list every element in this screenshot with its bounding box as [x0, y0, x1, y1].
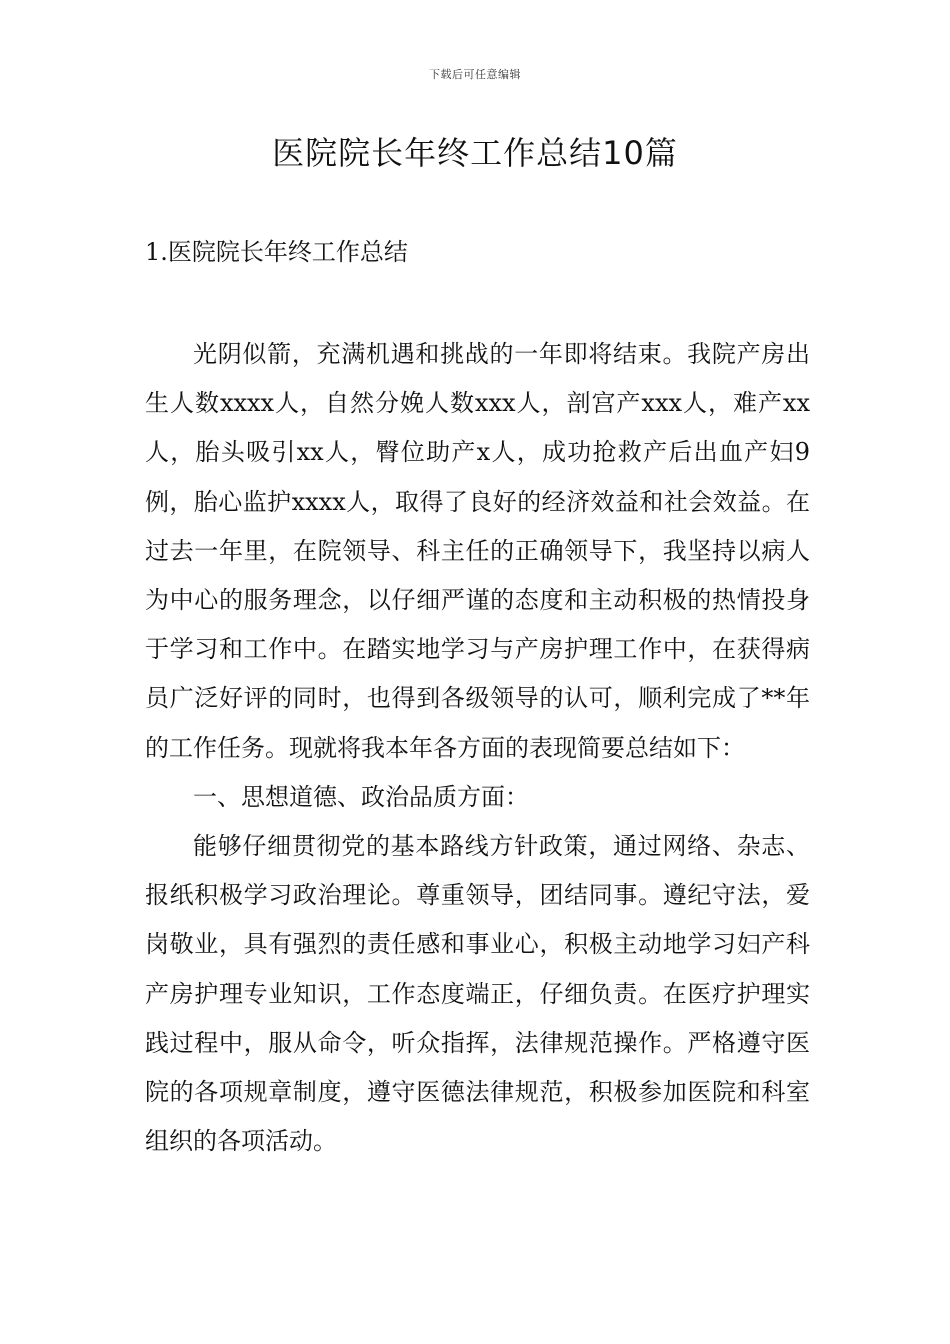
- document-title: 医院院长年终工作总结10篇: [272, 134, 678, 172]
- paragraph-ideology: 能够仔细贯彻党的基本路线方针政策，通过网络、杂志、报纸积极学习政治理论。尊重领导，团结同事。遵纪守法，爱岗敬业，具有强烈的责任感和事业心，积极主动地学习妇产科产房护理专业知识，工作态度端正，仔细负责。在医疗护理实践过程中，服从命令，听众指挥，法律规范操作。严格遵守医院的各项规章制度，遵守医德法律规范，积极参加医院和科室组织的各项活动。: [145, 832, 810, 1156]
- paragraph-intro: 光阴似箭，充满机遇和挑战的一年即将结束。我院产房出生人数xxxx人，自然分娩人数xxx人，剖宫产xxx人，难产xx人，胎头吸引xx人，臀位助产x人，成功抢救产后出血产妇9例，胎心监护xxxx人，取得了良好的经济效益和社会效益。在过去一年里，在院领导、科主任的正确领导下，我坚持以病人为中心的服务理念，以仔细严谨的态度和主动积极的热情投身于学习和工作中。在踏实地学习与产房护理工作中，在获得病员广泛好评的同时，也得到各级领导的认可，顺利完成了**年的工作任务。现就将我本年各方面的表现简要总结如下：: [145, 340, 810, 762]
- section-heading: 1.医院院长年终工作总结: [145, 238, 408, 266]
- header-note: 下载后可任意编辑: [429, 68, 521, 81]
- body-text: [145, 330, 810, 1166]
- paragraph-subheading: 一、思想道德、政治品质方面：: [193, 782, 529, 811]
